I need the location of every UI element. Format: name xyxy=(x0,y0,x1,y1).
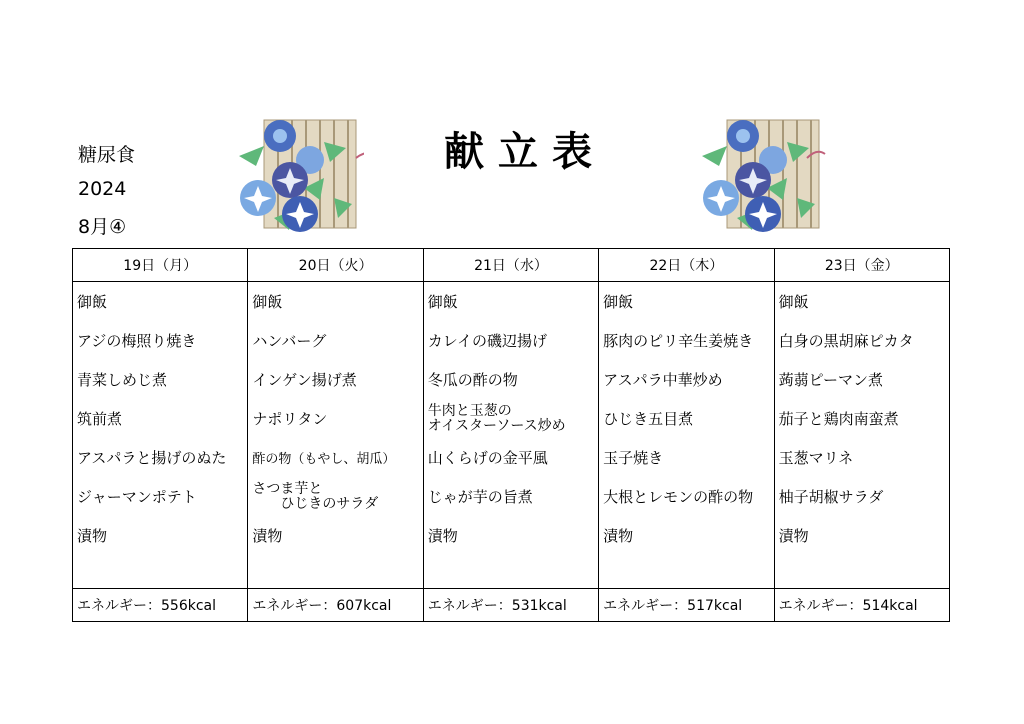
day-header-tue: 20日（火） xyxy=(248,249,423,282)
dishes-thu xyxy=(599,282,774,589)
dish-item: 漬物 xyxy=(77,527,108,545)
dish-item: 大根とレモンの酢の物 xyxy=(603,488,754,506)
dishes-row xyxy=(73,282,950,589)
menu-table xyxy=(72,248,950,622)
dish-item xyxy=(252,477,422,516)
dish-item: 漬物 xyxy=(778,527,809,545)
dish-item: アスパラと揚げのぬた xyxy=(77,449,227,467)
menu-year: 2024 xyxy=(78,178,127,200)
dish-item: アスパラ中華炒め xyxy=(603,371,723,389)
dish-item: じゃが芋の旨煮 xyxy=(427,488,533,506)
energy-thu: エネルギー：517kcal xyxy=(599,589,774,622)
dish-item: 玉葱マリネ xyxy=(778,449,854,467)
dish-item: カレイの磯辺揚げ xyxy=(427,332,548,350)
dish-item: 漬物 xyxy=(603,527,634,545)
dish-item: 御飯 xyxy=(77,293,108,311)
dish-item-multiline: さつま芋と ひじきのサラダ xyxy=(252,480,379,512)
energy-tue: エネルギー：607kcal xyxy=(248,589,423,622)
dish-item: ハンバーグ xyxy=(252,332,327,350)
dish-item: 漬物 xyxy=(427,527,458,545)
dish-item: 玉子焼き xyxy=(603,449,664,467)
energy-row xyxy=(73,589,950,622)
dish-item: アジの梅照り焼き xyxy=(77,332,197,350)
page-title: 献立表 xyxy=(444,128,606,175)
dishes-fri xyxy=(774,282,949,589)
morning-glory-icon xyxy=(697,118,827,238)
morning-glory-icon xyxy=(234,118,364,238)
dish-item: 酢の物（もやし、胡瓜） xyxy=(252,452,396,467)
dish-item xyxy=(428,399,598,438)
dish-item: 冬瓜の酢の物 xyxy=(427,371,518,389)
day-header-fri: 23日（金） xyxy=(774,249,949,282)
menu-week: 8月④ xyxy=(78,216,127,238)
dishes-wed xyxy=(423,282,598,589)
dish-item: 御飯 xyxy=(603,293,634,311)
dish-item: ナポリタン xyxy=(252,410,328,428)
energy-wed: エネルギー：531kcal xyxy=(423,589,598,622)
dish-item: 豚肉のピリ辛生姜焼き xyxy=(603,332,754,350)
dish-item: 蒟蒻ピーマン煮 xyxy=(778,371,883,389)
dish-item: 漬物 xyxy=(252,527,283,545)
dishes-tue xyxy=(248,282,423,589)
dish-item: 白身の黒胡麻ピカタ xyxy=(778,332,914,350)
dish-item: 青菜しめじ煮 xyxy=(77,371,168,389)
dish-item-multiline: 牛肉と玉葱の オイスターソース炒め xyxy=(427,402,566,434)
day-header-mon: 19日（月） xyxy=(73,249,248,282)
dishes-mon xyxy=(73,282,248,589)
energy-mon: エネルギー：556kcal xyxy=(73,589,248,622)
day-header-thu: 22日（木） xyxy=(599,249,774,282)
dish-item: インゲン揚げ煮 xyxy=(252,371,357,389)
dish-item: 柚子胡椒サラダ xyxy=(778,488,884,506)
dish-item: ジャーマンポテト xyxy=(77,488,197,506)
dish-item: 山くらげの金平風 xyxy=(427,449,548,467)
dish-item: 茄子と鶏肉南蛮煮 xyxy=(778,410,899,428)
menu-category: 糖尿食 xyxy=(78,144,136,166)
dish-item: 筑前煮 xyxy=(77,410,123,428)
day-header-wed: 21日（水） xyxy=(423,249,598,282)
dish-item: 御飯 xyxy=(778,293,809,311)
dish-item: ひじき五目煮 xyxy=(603,410,694,428)
dish-item: 御飯 xyxy=(252,293,283,311)
day-header-row xyxy=(73,249,950,282)
dish-item: 御飯 xyxy=(427,293,458,311)
energy-fri: エネルギー：514kcal xyxy=(774,589,949,622)
